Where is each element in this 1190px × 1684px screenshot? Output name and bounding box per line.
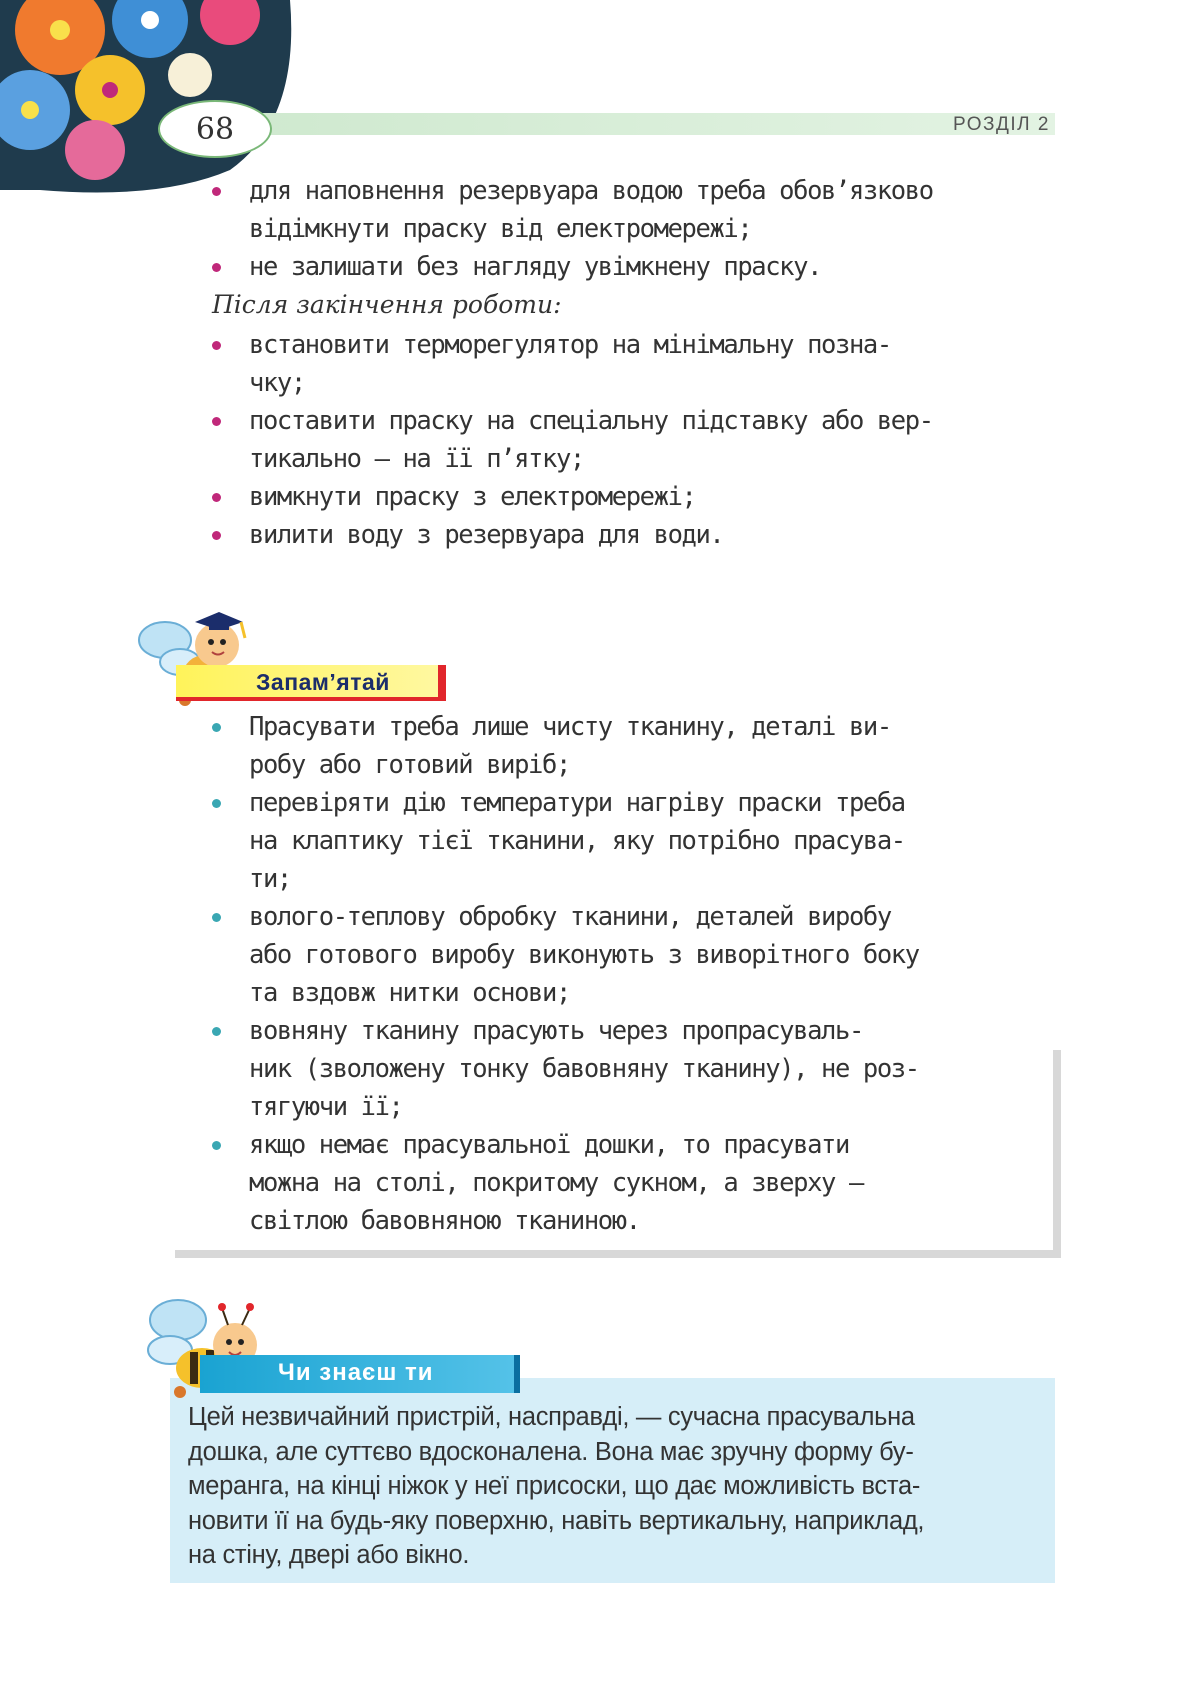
header-bar (250, 113, 1055, 135)
bullet-icon (212, 187, 221, 196)
list-item: встановити терморегулятор на мінімальну позна- чку; (200, 326, 1060, 402)
bullet-icon (212, 341, 221, 350)
list-item: вимкнути праску з електромережі; (200, 478, 1060, 516)
bullet-icon (212, 493, 221, 502)
section-label: РОЗДІЛ 2 (953, 114, 1050, 135)
flower-decoration-icon (0, 0, 300, 200)
list-item: Прасувати треба лише чисту тканину, деталі ви- робу або готовий виріб; (200, 708, 1060, 784)
after-work-heading: Після закінчення роботи: (212, 290, 562, 319)
list-item: для наповнення резервуара водою треба обов’язково відімкнути праску від електромережі; (200, 172, 1060, 248)
page-number-text: 68 (195, 111, 235, 147)
remember-label (176, 665, 446, 701)
bullet-icon (212, 263, 221, 272)
list-item: не залишати без нагляду увімкнену праску. (200, 248, 1060, 286)
remember-list (200, 708, 1060, 1240)
safety-list (200, 172, 1060, 286)
list-item: перевіряти дію температури нагріву праски треба на клаптику тієї тканини, яку потрібно прасува- ти; (200, 784, 1060, 898)
remember-title: Запам’ятай (256, 669, 390, 695)
did-you-know-title: Чи знаєш ти (278, 1359, 434, 1386)
list-item: поставити праску на спеціальну підставку або вер- тикально — на її п’ятку; (200, 402, 1060, 478)
did-you-know-text: Цей незвичайний пристрій, насправді, — сучасна прасувальна дошка, але суттєво вдосконалена. Вона має зручну форму бу- меранга, на кінці ніжок у неї присоски, що дає можливість вста- новити її на будь-яку поверхню, навіть вертикальну, наприклад, на стіну, двері або вікно. (188, 1403, 925, 1569)
list-item: вилити воду з резервуара для води. (200, 516, 1060, 554)
bullet-icon (212, 1027, 221, 1036)
bullet-icon (212, 531, 221, 540)
bullet-icon (212, 913, 221, 922)
list-item: якщо немає прасувальної дошки, то прасувати можна на столі, покритому сукном, а зверху — світлою бавовняною тканиною. (200, 1126, 1060, 1240)
list-item: вовняну тканину прасують через пропрасуваль- ник (зволожену тонку бавовняну тканину), не роз- тягуючи її; (200, 1012, 1060, 1126)
bullet-icon (212, 799, 221, 808)
bullet-icon (212, 723, 221, 732)
page-number (158, 100, 272, 158)
bullet-icon (212, 417, 221, 426)
after-work-list (200, 326, 1060, 554)
list-item: волого-теплову обробку тканини, деталей виробу або готового виробу виконують з виворітного боку та вздовж нитки основи; (200, 898, 1060, 1012)
bullet-icon (212, 1141, 221, 1150)
did-you-know-label (200, 1355, 520, 1393)
